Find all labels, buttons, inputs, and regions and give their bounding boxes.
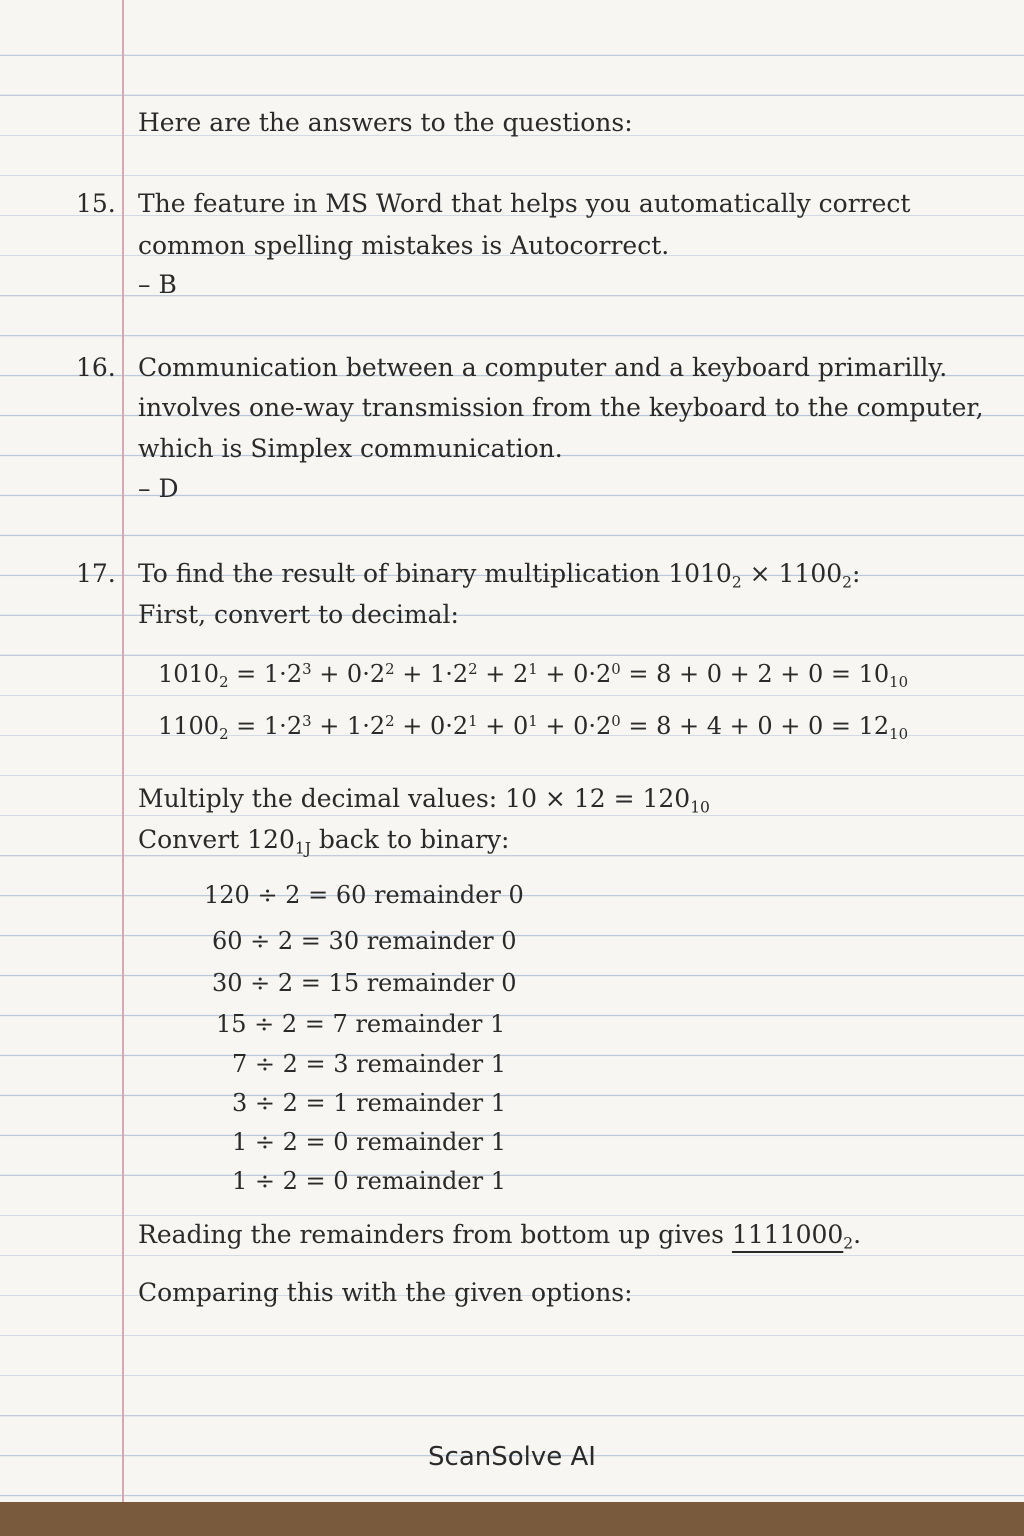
division-row: 30 ÷ 2 = 15 remainder 0 xyxy=(212,969,517,997)
q15-line2: common spelling mistakes is Autocorrect. xyxy=(138,231,670,260)
q16-line2: involves one-way transmission from the keyboard to the computer, xyxy=(138,393,984,422)
q15-answer: – B xyxy=(138,270,177,299)
q17-equation-1: $1010_2 = 1\cdot 2^3 + 0\cdot 2^2 + 1\cdot 2^2 + 2^1 + 0\cdot 2^0 = 8 + 0 + 2 + 0 = 10_{10}$ xyxy=(158,659,909,692)
q15-number: 15. xyxy=(76,189,116,218)
q17-multiply-line: Multiply the decimal values: $10 \times 12 = 120_{10}$ xyxy=(138,784,710,817)
result-value: 1111000 xyxy=(731,1220,844,1249)
division-row: 7 ÷ 2 = 3 remainder 1 xyxy=(232,1050,506,1078)
q17-equation-2: $1100_2 = 1\cdot 2^3 + 1\cdot 2^2 + 0\cdot 2^1 + 0^1 + 0\cdot 2^0 = 8 + 4 + 0 + 0 = 12_{10}$ xyxy=(158,711,909,744)
q17-reading-line: Reading the remainders from bottom up gives $1111000_2$. xyxy=(138,1220,862,1253)
q16-answer: – D xyxy=(138,474,179,503)
margin-line xyxy=(122,0,124,1502)
division-row: 15 ÷ 2 = 7 remainder 1 xyxy=(216,1010,506,1038)
division-row: 60 ÷ 2 = 30 remainder 0 xyxy=(212,927,517,955)
q16-line3: which is Simplex communication. xyxy=(138,434,563,463)
q16-line1: Communication between a computer and a keyboard primarilly. xyxy=(138,353,948,382)
footer-brand: ScanSolve AI xyxy=(428,1442,596,1472)
q17-line2: First, convert to decimal: xyxy=(138,600,459,629)
q15-line1: The feature in MS Word that helps you automatically correct xyxy=(138,189,911,218)
intro-line: Here are the answers to the questions: xyxy=(138,108,633,137)
division-row: 120 ÷ 2 = 60 remainder 0 xyxy=(204,881,524,909)
q16-number: 16. xyxy=(76,353,116,382)
q17-convert-line: Convert $120_{1J}$ back to binary: xyxy=(138,825,510,858)
q17-line1: To find the result of binary multiplication $1010_2 \times 1100_2$: xyxy=(138,559,861,592)
division-row: 1 ÷ 2 = 0 remainder 1 xyxy=(232,1167,506,1195)
q17-number: 17. xyxy=(76,559,116,588)
q17-comparing-line: Comparing this with the given options: xyxy=(138,1278,633,1307)
division-row: 1 ÷ 2 = 0 remainder 1 xyxy=(232,1128,506,1156)
division-row: 3 ÷ 2 = 1 remainder 1 xyxy=(232,1089,506,1117)
